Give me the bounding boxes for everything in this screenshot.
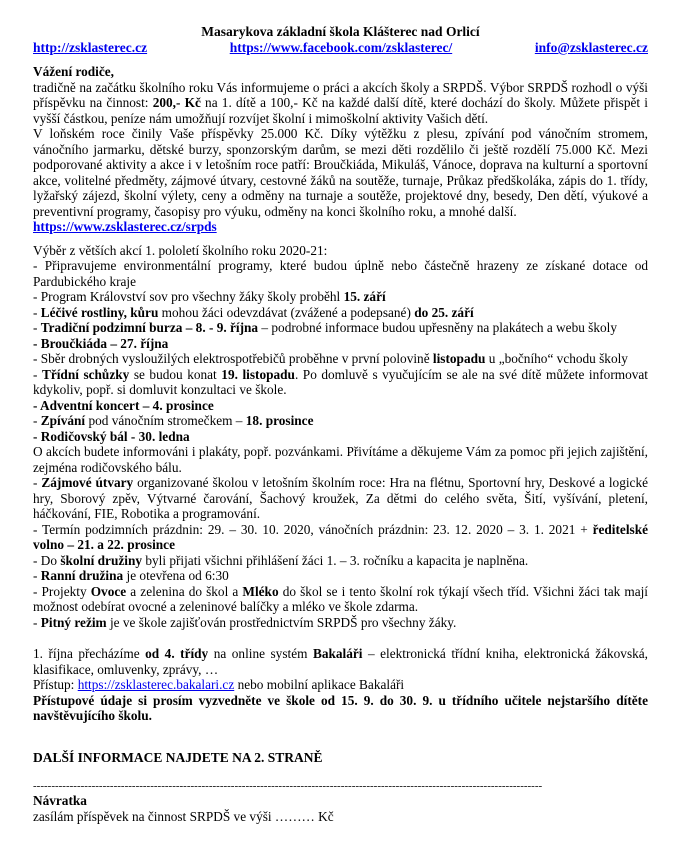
date: do 25. září — [414, 304, 474, 320]
text: tradičně na začátku školního roku Vás informujeme o práci a akcích školy a SRPDŠ. Výbor SRPDŠ rozhodl o výši příspěvku na činnost: — [33, 79, 648, 110]
intro-paragraph — [33, 80, 648, 127]
date: 19. listopadu — [221, 366, 295, 382]
action-item — [33, 320, 648, 336]
bakalari-paragraph — [33, 646, 648, 677]
school-title: Masarykova základní škola Klášterec nad Orlicí — [201, 24, 480, 39]
action-item — [33, 475, 648, 522]
return-slip-text: zasílám příspěvek na činnost SRPDŠ ve výši ……… Kč — [33, 808, 334, 824]
action-item — [33, 568, 648, 584]
text: školní družiny — [60, 552, 142, 568]
text: Ranní družina — [40, 568, 124, 583]
action-item: - Připravujeme environmentální programy, které budou úplně nebo částečně hrazeny ze získané dotace od Pardubického kraje — [33, 258, 648, 289]
text: Pitný režim — [40, 614, 107, 630]
return-slip-title: Návratka — [33, 793, 87, 808]
text: Zpívání — [40, 413, 86, 428]
text: – elektronická třídní kniha, elektronická žákovská, klasifikace, omluvenky, zprávy, … — [33, 646, 648, 677]
srpds-link[interactable]: https://www.zsklasterec.cz/srpds — [33, 219, 217, 234]
cut-line: ------------------------------------------------------------------------------------------------------------------------------------------- — [33, 780, 543, 792]
action-item — [33, 522, 648, 553]
text: - — [33, 413, 41, 428]
action-item — [33, 289, 648, 305]
action-item: - Adventní koncert – 4. prosince — [33, 397, 214, 413]
text: na 1. dítě a 100,- Kč na každé další dítě, které dochází do školy. Můžete přispět i vyšší částkou, peníze nám umožňují rozvíjet školní i mimoškolní aktivity Vašich dětí. — [33, 95, 648, 126]
text: je otevřena od 6:30 — [123, 568, 229, 583]
last-year-paragraph: V loňském roce činily Vaše příspěvky 25.000 Kč. Díky výtěžku z plesu, zpívání pod vánočním stromem, vánočního jarmarku, dětské burzy, sponzorským darům, se mezi děti rozdělilo či ještě rozdělí 75.000 Kč. Mezi podporované aktivity a akce i v letošním roce patří: Broučkiáda, Mikuláš, Vánoce, doprava na kulturní a sportovní akce, volitelné předměty, zájmové útvary, cestovné žáků na soutěže, turnaje, Průkaz předškoláka, zápis do 1. třídy, lyžařský zájezd, školní výlety, ceny a odměny na turnaje a soutěže, projektové dny, besedy, Den dětí, výukové a preventivní programy, časopisy pro výuku, odměny na konci školního roku, a mnohé další. — [33, 126, 648, 219]
text: Ovoce — [90, 583, 127, 599]
text: 1. října přecházíme — [33, 646, 146, 661]
text: - Projekty — [33, 583, 91, 599]
bakalari-link[interactable]: https://zsklasterec.bakalari.cz — [77, 677, 235, 692]
text: Léčivé rostliny, kůru — [40, 304, 159, 320]
text: Bakaláři — [312, 646, 363, 661]
text: Zájmové útvary — [41, 475, 134, 490]
text: - — [33, 304, 41, 320]
action-item — [33, 351, 648, 367]
text: - Sběr drobných vysloužilých elektrospotřebičů proběhne v první polovině — [33, 351, 433, 366]
text: do škol se i tento školní rok týkají všech tříd. Všichni žáci tak mají možnost odebírat ovocné a zeleninové balíčky a mléko ve škole zdarma. — [33, 583, 648, 614]
action-item — [33, 553, 648, 569]
text: se budou konat — [129, 366, 222, 382]
action-item — [33, 615, 648, 631]
text: listopadu — [432, 351, 486, 366]
text: byli přijati všichni přihlášení žáci 1. – 3. ročníku a kapacita je naplněna. — [142, 552, 529, 568]
web-link[interactable]: http://zsklasterec.cz — [33, 40, 148, 55]
action-item — [33, 413, 648, 429]
text: - — [33, 568, 41, 583]
text: - Termín podzimních prázdnin: 29. – 30. 10. 2020, vánočních prázdnin: 23. 12. 2020 – 3. 1. 2021 + — [33, 521, 593, 537]
bakalari-access — [33, 677, 648, 693]
actions-heading: Výběr z větších akcí 1. pololetí školního roku 2020-21: — [33, 242, 328, 258]
text: od 4. třídy — [145, 646, 209, 661]
text: Přístup: — [33, 677, 78, 692]
bakalari-credentials: Přístupové údaje si prosím vyzvedněte ve škole od 15. 9. do 30. 9. u třídního učitele nejstaršího dítěte navštěvujícího školu. — [33, 692, 648, 723]
action-item: O akcích budete informováni i plakáty, popř. pozvánkami. Přivítáme a děkujeme Vám za pomoc při jejich zajištění, zejména rodičovského bálu. — [33, 444, 648, 475]
text: mohou žáci odevzdávat (zvážené a podepsané) — [158, 304, 415, 320]
email-link[interactable]: info@zsklasterec.cz — [534, 40, 648, 55]
header-links — [33, 40, 648, 56]
text: - — [33, 320, 41, 335]
greeting: Vážení rodiče, — [33, 64, 114, 79]
date: 15. září — [343, 289, 386, 304]
action-item — [33, 305, 648, 321]
action-item: - Broučkiáda – 27. října — [33, 335, 169, 351]
action-item — [33, 584, 648, 615]
text: - Program Království sov pro všechny žáky školy proběhl — [33, 289, 344, 304]
action-item: - Rodičovský bál - 30. ledna — [33, 428, 190, 444]
more-info-heading: DALŠÍ INFORMACE NAJDETE NA 2. STRANĚ — [33, 749, 323, 765]
text: a zelenina do škol a — [126, 583, 243, 599]
text: nebo mobilní aplikace Bakaláři — [234, 677, 405, 692]
text: na online systém — [208, 646, 313, 661]
text: - — [33, 614, 41, 630]
text: . Po domluvě s vyučujícím se ale na své dítě můžete informovat kdykoliv, popř. si domluvit konzultaci ve škole. — [33, 366, 648, 397]
text: – podrobné informace budou upřesněny na plakátech a webu školy — [258, 320, 617, 335]
text: Mléko — [242, 583, 279, 599]
text: je ve škole zajišťován prostřednictvím SRPDŠ pro všechny žáky. — [106, 614, 457, 630]
action-item — [33, 367, 648, 398]
facebook-link[interactable]: https://www.facebook.com/zsklasterec/ — [229, 40, 453, 55]
text: ředitelské volno – 21. a 22. prosince — [33, 521, 648, 552]
date: 18. prosince — [245, 413, 314, 428]
text: - — [33, 475, 42, 490]
text: Tradiční podzimní burza – 8. - 9. října — [40, 320, 259, 335]
text: u „bočního“ vchodu školy — [485, 351, 628, 366]
text: organizované školou v letošním školním roce: Hra na flétnu, Sportovní hry, Deskové a logické hry, Sborový zpěv, Výtvarné čarování, Šachový kroužek, Za dětmi do celého světa, Šití, vyšívání, pletení, háčkování, FIE, Robotika a programování. — [33, 475, 649, 521]
fee-amount: 200,- Kč — [152, 95, 201, 110]
text: pod vánočním stromečkem – — [85, 413, 246, 428]
text: - Do — [33, 552, 61, 568]
text: - — [33, 366, 42, 382]
text: Třídní schůzky — [41, 366, 130, 382]
